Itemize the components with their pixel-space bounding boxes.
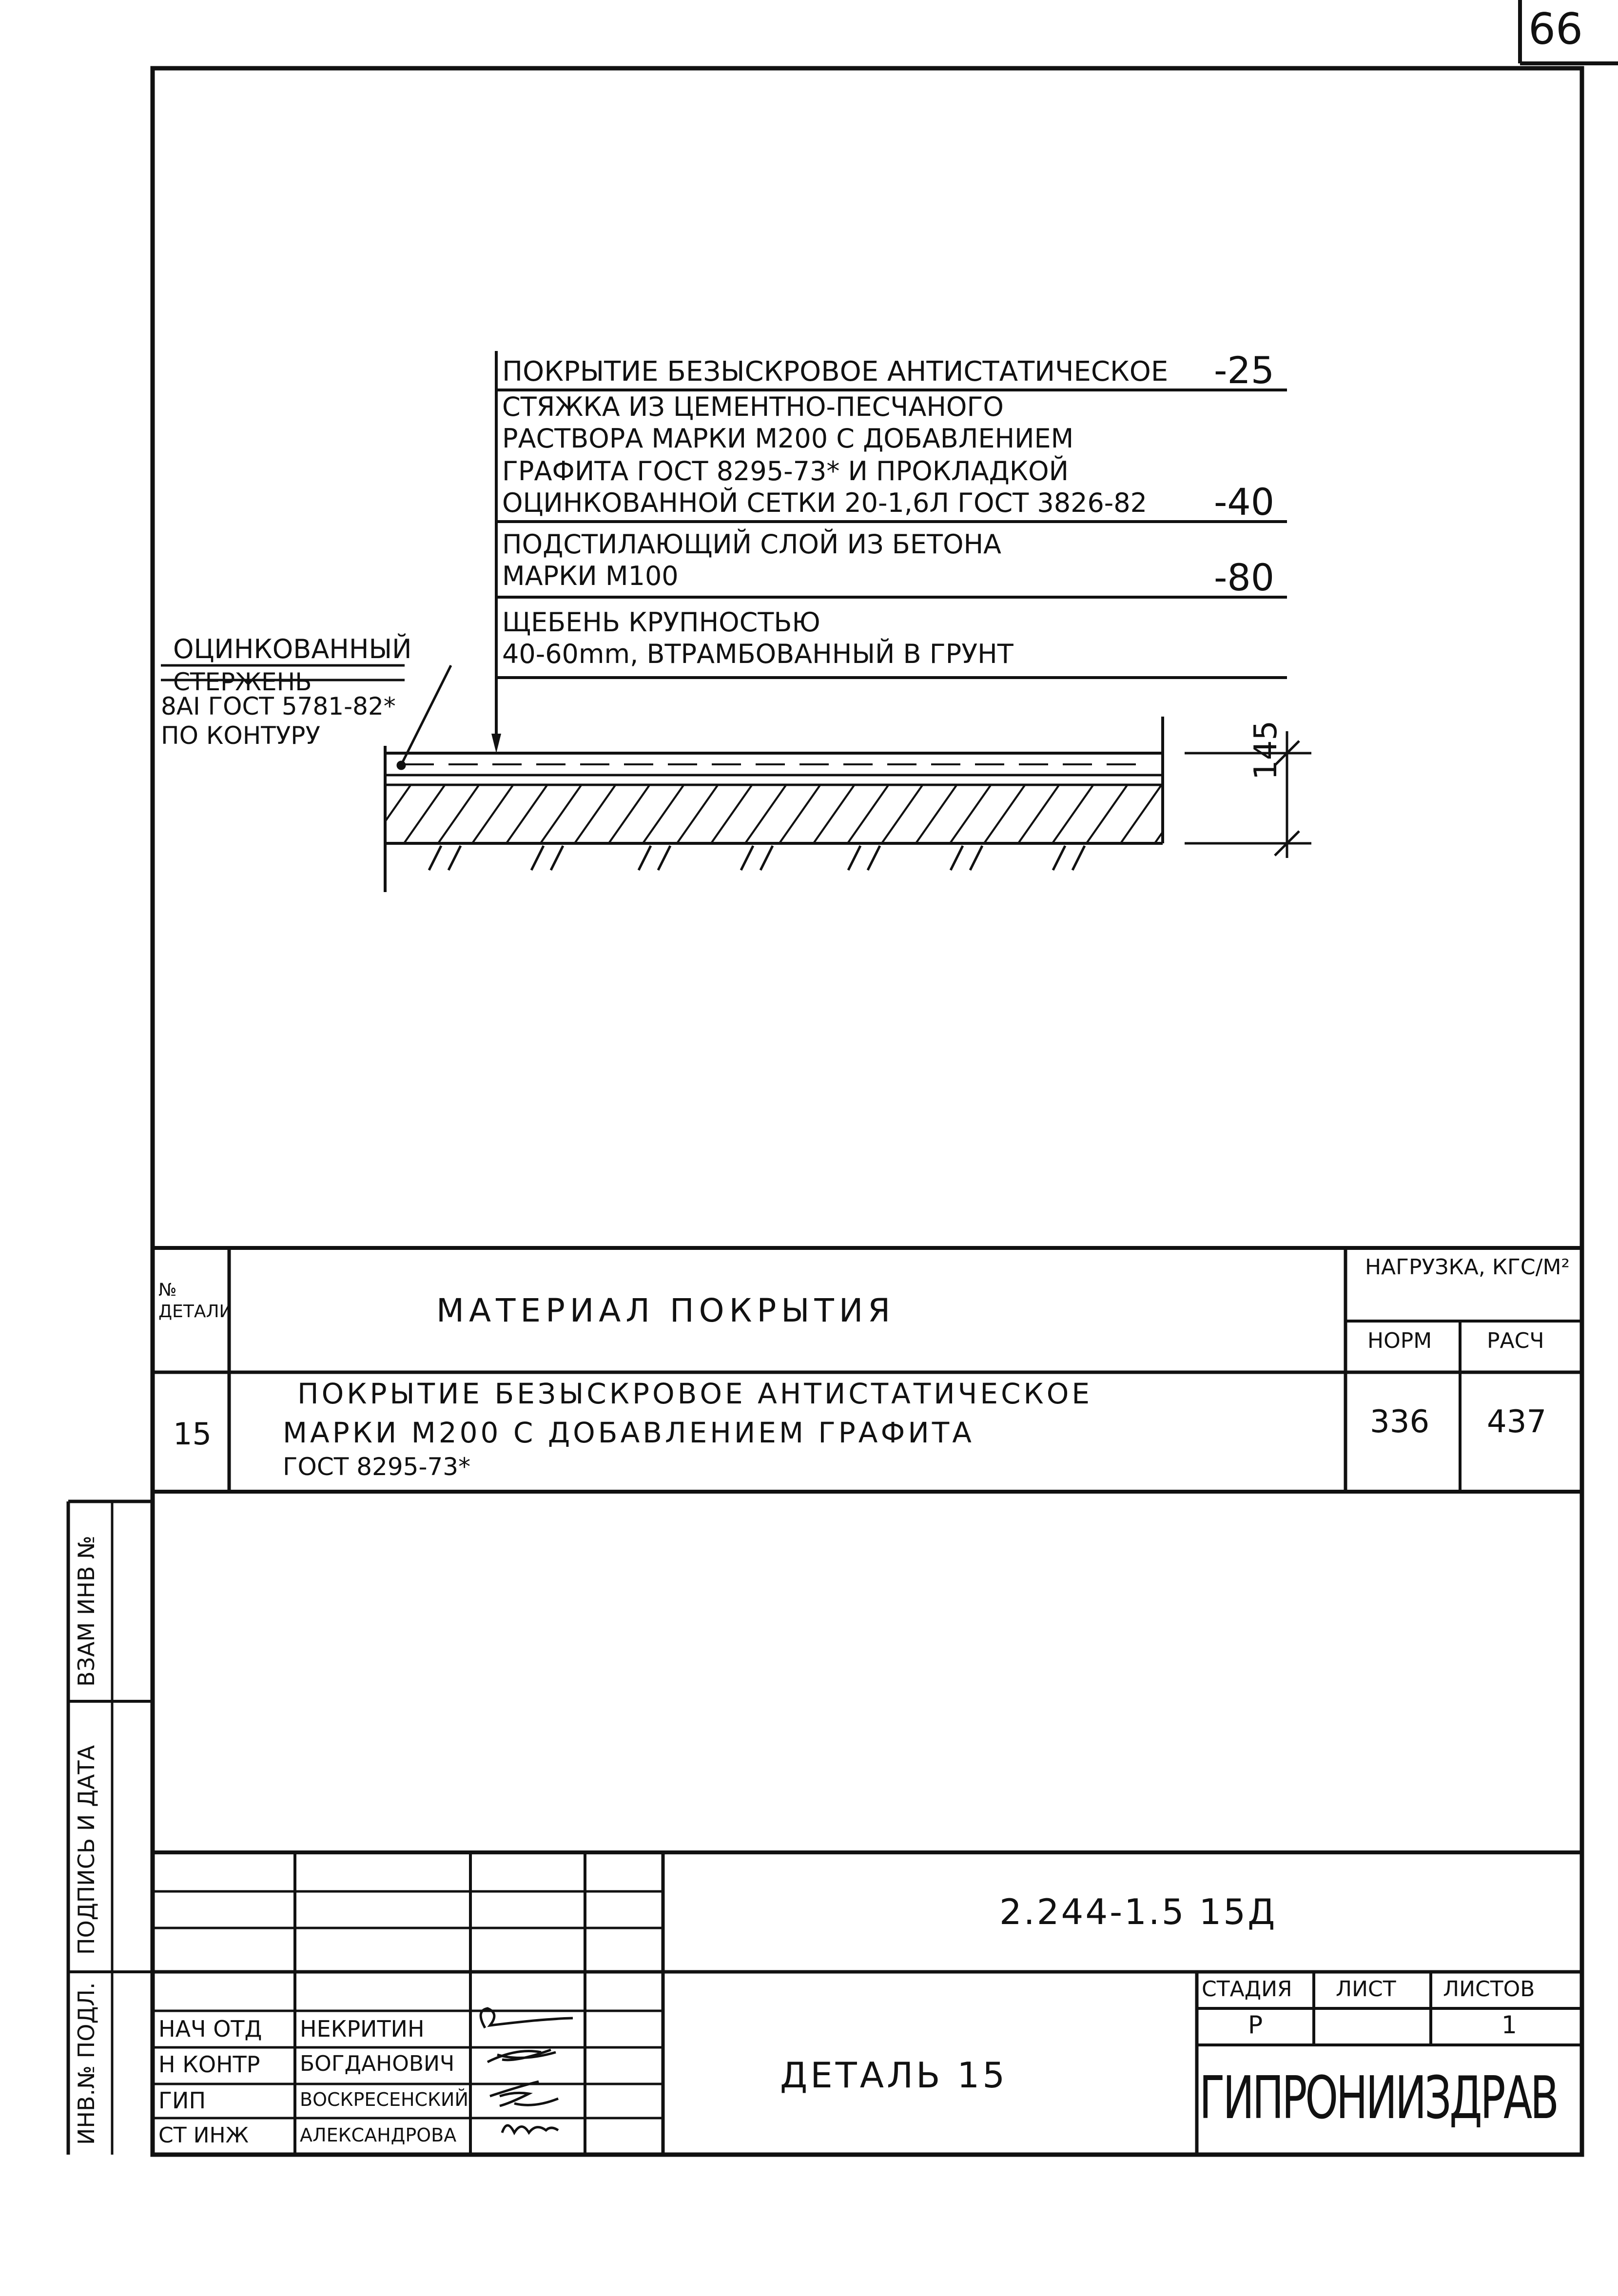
total-dimension: 145 <box>1248 720 1284 780</box>
rod-note-line-2: СТЕРЖЕНЬ <box>173 668 312 696</box>
layer-3-thickness: -80 <box>1214 556 1275 599</box>
stage-label: СТАДИЯ <box>1202 1977 1292 2002</box>
signature-marks <box>481 2008 573 2133</box>
side-stamp-inv-podl: ИНВ.№ ПОДЛ. <box>73 1982 99 2145</box>
rod-note-line-3: 8АI ГОСТ 5781-82* <box>161 692 396 720</box>
col-material-header: МАТЕРИАЛ ПОКРЫТИЯ <box>436 1292 896 1329</box>
layer-3-line-2: МАРКИ М100 <box>502 561 679 591</box>
signature-name-2: БОГДАНОВИЧ <box>300 2051 455 2076</box>
col-norm-header: НОРМ <box>1367 1328 1432 1353</box>
signature-name-1: НЕКРИТИН <box>300 2016 425 2042</box>
side-stamp-vzam: ВЗАМ ИНВ № <box>73 1536 99 1687</box>
sheets-value: 1 <box>1501 2011 1517 2039</box>
signature-name-3: ВОСКРЕСЕНСКИЙ <box>300 2089 468 2110</box>
sheet-label: ЛИСТ <box>1336 1977 1396 2002</box>
layer-2-line-3: ГРАФИТА ГОСТ 8295-73* И ПРОКЛАДКОЙ <box>502 456 1069 486</box>
col-load-header: НАГРУЗКА, КГС/М² <box>1365 1255 1570 1280</box>
row-calc: 437 <box>1487 1404 1547 1440</box>
signature-role-4: СТ ИНЖ <box>158 2123 249 2148</box>
document-code: 2.244-1.5 15Д <box>999 1891 1277 1932</box>
signature-role-3: ГИП <box>158 2087 206 2114</box>
col-calc-header: РАСЧ <box>1487 1328 1544 1353</box>
organization-name: ГИПРОНИИЗДРАВ <box>1199 2064 1557 2132</box>
sheets-label: ЛИСТОВ <box>1443 1977 1535 2002</box>
layer-3-line-1: ПОДСТИЛАЮЩИЙ СЛОЙ ИЗ БЕТОНА <box>502 529 1001 560</box>
layer-1-thickness: -25 <box>1214 349 1275 392</box>
layer-2-thickness: -40 <box>1214 480 1275 524</box>
row-number: 15 <box>173 1416 212 1452</box>
document-title: ДЕТАЛЬ 15 <box>780 2055 1008 2096</box>
signature-role-1: НАЧ ОТД <box>158 2016 262 2042</box>
row-material-line-1: ПОКРЫТИЕ БЕЗЫСКРОВОЕ АНТИСТАТИЧЕСКОЕ <box>297 1377 1093 1410</box>
sheet-number: 66 <box>1528 4 1583 54</box>
layer-4-line-2: 40-60mm, ВТРАМБОВАННЫЙ В ГРУНТ <box>502 639 1014 669</box>
col-number-header: № ДЕТАЛИ <box>158 1280 233 1322</box>
signature-role-2: Н КОНТР <box>158 2051 260 2078</box>
row-material-line-2: МАРКИ М200 С ДОБАВЛЕНИЕМ ГРАФИТА <box>283 1416 975 1449</box>
layer-1-text: ПОКРЫТИЕ БЕЗЫСКРОВОЕ АНТИСТАТИЧЕСКОЕ <box>502 356 1169 388</box>
row-material-line-3: ГОСТ 8295-73* <box>283 1453 471 1481</box>
layer-2-line-2: РАСТВОРА МАРКИ М200 С ДОБАВЛЕНИЕМ <box>502 423 1074 454</box>
layer-2-line-4: ОЦИНКОВАННОЙ СЕТКИ 20-1,6Л ГОСТ 3826-82 <box>502 487 1147 518</box>
layer-2-line-1: СТЯЖКА ИЗ ЦЕМЕНТНО-ПЕСЧАНОГО <box>502 391 1004 422</box>
row-norm: 336 <box>1370 1404 1430 1440</box>
rod-note-line-4: ПО КОНТУРУ <box>161 721 320 750</box>
stage-value: Р <box>1248 2011 1263 2039</box>
layer-4-line-1: ЩЕБЕНЬ КРУПНОСТЬЮ <box>502 607 820 638</box>
rod-note-line-1: ОЦИНКОВАННЫЙ <box>173 634 412 664</box>
signature-name-4: АЛЕКСАНДРОВА <box>300 2124 457 2146</box>
side-stamp-sign-date: ПОДПИСЬ И ДАТА <box>73 1745 99 1955</box>
